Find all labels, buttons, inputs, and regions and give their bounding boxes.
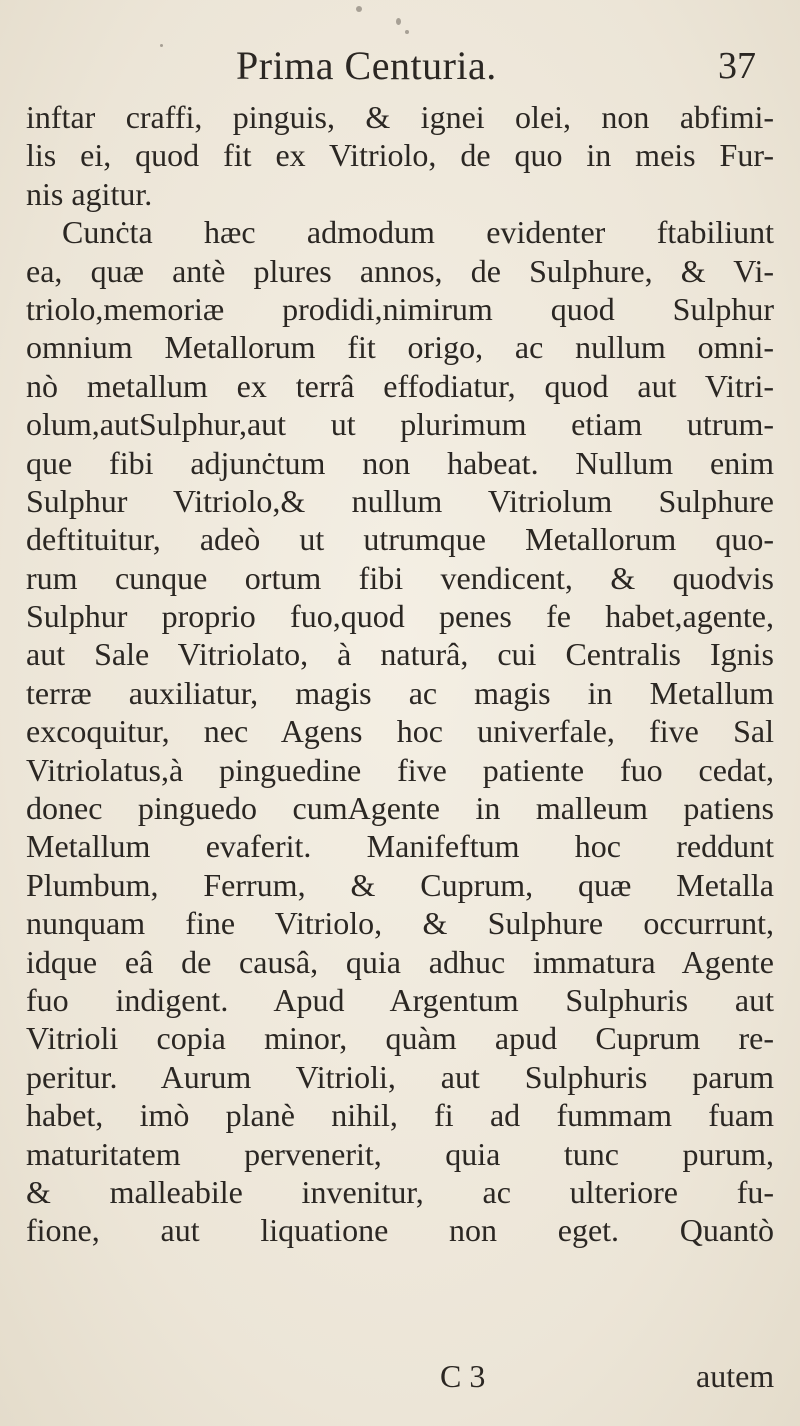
text-line: triolo,memoriæ prodidi,nimirum quod Sulphur (26, 290, 774, 327)
text-line: omnium Metallorum fit origo, ac nullum omni- (26, 329, 774, 366)
text-line: olum,autSulphur,aut ut plurimum etiam utrum- (26, 406, 774, 443)
text-line: excoquitur, nec Agens hoc univerfale, five Sal (26, 713, 774, 750)
text-line: aut Sale Vitriolato, à naturâ, cui Centralis Ignis (26, 636, 774, 673)
ink-speck (356, 6, 362, 12)
ink-speck (396, 18, 401, 25)
running-head (0, 42, 800, 92)
text-line: rum cunque ortum fibi vendicent, & quodvis (26, 559, 774, 596)
text-line: Sulphur Vitriolo,& nullum Vitriolum Sulphure (26, 482, 774, 519)
text-line: lis ei, quod fit ex Vitriolo, de quo in meis Fur- (26, 137, 774, 174)
text-line: donec pinguedo cumAgente in malleum patiens (26, 790, 774, 827)
text-line: & malleabile invenitur, ac ulteriore fu- (26, 1173, 774, 1210)
body-text (26, 98, 774, 1250)
text-line: Vitriolatus,à pinguedine five patiente fuo cedat, (26, 751, 774, 788)
text-line: ea, quæ antè plures annos, de Sulphure, & Vi- (26, 252, 774, 289)
text-line: deftituitur, adeò ut utrumque Metallorum quo- (26, 521, 774, 558)
text-line: peritur. Aurum Vitrioli, aut Sulphuris parum (26, 1058, 774, 1095)
text-line: fuo indigent. Apud Argentum Sulphuris aut (26, 981, 774, 1018)
text-line: Sulphur proprio fuo,quod penes fe habet,agente, (26, 598, 774, 635)
text-line: nis agitur. (26, 175, 153, 212)
catchword: autem (696, 1358, 775, 1394)
page-number: 37 (718, 45, 756, 87)
text-line: habet, imò planè nihil, fi ad fummam fuam (26, 1097, 774, 1134)
text-line: terræ auxiliatur, magis ac magis in Metallum (26, 674, 774, 711)
signature-mark: C 3 (440, 1358, 486, 1394)
text-line: nunquam fine Vitriolo, & Sulphure occurrunt, (26, 905, 774, 942)
text-line: idque eâ de causâ, quia adhuc immatura Agente (26, 943, 774, 980)
text-line: Plumbum, Ferrum, & Cuprum, quæ Metalla (26, 866, 774, 903)
text-line: nò metallum ex terrâ effodiatur, quod aut Vitri- (26, 367, 774, 404)
text-line: fione, aut liquatione non eget. Quantò (26, 1212, 774, 1249)
text-line: Metallum evaferit. Manifeftum hoc reddunt (26, 828, 774, 865)
text-line: Cunċta hæc admodum evidenter ftabiliunt (62, 214, 774, 251)
ink-speck (405, 30, 409, 34)
text-line: que fibi adjunċtum non habeat. Nullum enim (26, 444, 774, 481)
text-line: inftar craffi, pinguis, & ignei olei, non abfimi- (26, 99, 774, 135)
text-line: Vitrioli copia minor, quàm apud Cuprum re- (26, 1020, 774, 1057)
text-line: maturitatem pervenerit, quia tunc purum, (26, 1135, 774, 1172)
page-footer (0, 1358, 800, 1398)
running-title: Prima Centuria. (236, 43, 497, 88)
